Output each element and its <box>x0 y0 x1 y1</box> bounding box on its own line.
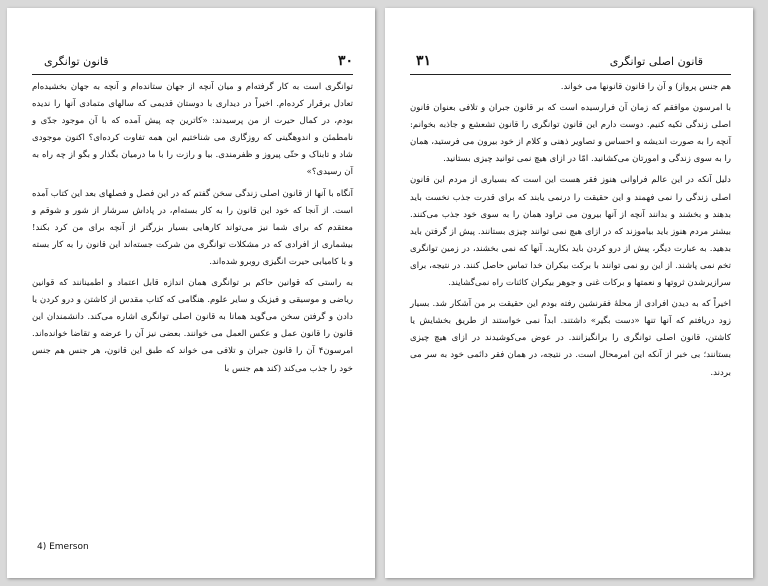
page-header <box>32 52 353 75</box>
paragraph: به راستی که قوانین حاکم بر توانگری همان اندازه قابل اعتماد و اطمینانند که قوانین ریاضی و موسیقی و فیزیک و سایر علوم. هنگامی که کتاب مقدس از کاشتن و درو کردن یا دادن و گرفتن سخن می‌گوید همانا به قانون اصلی توانگری اشاره می‌کند. دانشمندان این قانون را قانون عمل و عکس العمل می خوانند. بعضی نیز آن را عرضه و تقاضا خوانده‌اند. امرسون۴ آن را قانون جبران و تلافی می خواند که طبق این قانون، هر جنس هم جنس خود را جذب می‌کند (کند هم جنس با <box>32 278 353 374</box>
paragraph: توانگری است به کار گرفته‌ام و میان آنچه از جهان ستانده‌ام و آنچه به جهان بخشیده‌ام تعادل برقرار کرده‌ام. اخیراً در دیداری با دوستان قدیمی که سالهای متمادی آنها را ندیده بودم، در کمال حیرت از من پرسیدند: «کاترین چه پیش آمده که با آن موجود جدّی و نامطمئن و اندوهگینی که روزگاری می شناختیم این همه تفاوت کرده‌ای؟ اکنون موجودی شاد و تابناک و حتّی پیروز و ظفرمندی. بیا و رازت را با ما درمیان بگذار و بگو از چه راه به آن رسیدی؟» <box>32 82 353 178</box>
paragraph: هم جنس پرواز) و آن را قانون قانونها می خواند. <box>560 82 731 92</box>
right-page <box>385 8 753 578</box>
paragraph: اخیراً که به دیدن افرادی از محلهٔ فقرنشین رفته بودم این حقیقت بر من آشکار شد. بسیار زود دریافتم که آنها تنها «دست بگیر» داشتند. ابداً نمی خواستند از طریق بخشایش یا کاشتن، قانون اصلی توانگری را برانگیزانند. در عوض می‌کوشیدند در ازای هیچ چیزی بستانند؛ بی خبر از آنکه این امرمحال است. در نتیجه، در همان فقر دائمی خود به سر می بردند. <box>410 299 731 378</box>
paragraph: دلیل آنکه در این عالم فراوانی هنوز فقر هست این است که بسیاری از مردم این قانون اصلی زندگی را نمی فهمند و این حقیقت را درنمی یابند که برای قدرت جذب نخست باید بدهند و بخشند و بدانند آنچه از آنها بیرون می تراود همان را به سوی خود جذب می‌کنند. بیشتر مردم هنوز باید بیاموزند که در ازای هیچ نمی توانند چیزی بستانند. پیش از گرفتن باید بدهید. به عبارت دیگر، پیش از درو کردن باید بکارید. آنها که نمی بخشند، در زمین توانگری تخم نمی پاشند. از این رو نمی توانند با برکت بیکران خدا تماس حاصل کنند. در نتیجه، برای سرازیرشدن ثروتها و نعمتها و برکات غنی و جوهر بیکران کائنات راه نمی‌گشایند. <box>410 175 731 289</box>
paragraph: با امرسون موافقم که زمان آن فرارسیده است که بر قانون جبران و تلافی بعنوان قانون اصلی زندگی تکیه کنیم. دوست دارم این قانون توانگری را قانون تشعشع و جاذبه بخوانم: آنچه را به صورت اندیشه و احساس و تصاویر ذهنی و کلام از خود بیرون می فرستید، همان را به سوی زندگی و امورتان می‌کشانید. امّا در ازای هیچ نمی توانید چیزی بستانید. <box>410 103 731 165</box>
footnote: 4) Emerson <box>37 542 89 552</box>
page-body <box>410 79 731 386</box>
paragraph: آنگاه با آنها از قانون اصلی زندگی سخن گفتم که در این فصل و فصلهای بعد این کتاب آمده است. از آنجا که خود این قانون را به کار بسته‌ام، در پاداش سرشار از شور و شوقم و معتقدم که برای شما نیز می‌تواند کارهایی بسیار بزرگتر از آنچه برای من کرد بکند! بیشماری از افرادی که در مشکلات توانگری من شرکت جسته‌اند این قانون را به کار بسته و با کامیابی حیرت انگیزی روبرو شده‌اند. <box>32 188 353 267</box>
page-number: ۳۰ <box>337 53 353 69</box>
page-header <box>410 52 731 75</box>
running-title: قانون توانگری <box>44 55 109 68</box>
page-number: ۳۱ <box>416 53 432 69</box>
left-page <box>7 8 375 578</box>
running-title: قانون اصلی توانگری <box>609 55 703 68</box>
page-body <box>32 79 353 382</box>
